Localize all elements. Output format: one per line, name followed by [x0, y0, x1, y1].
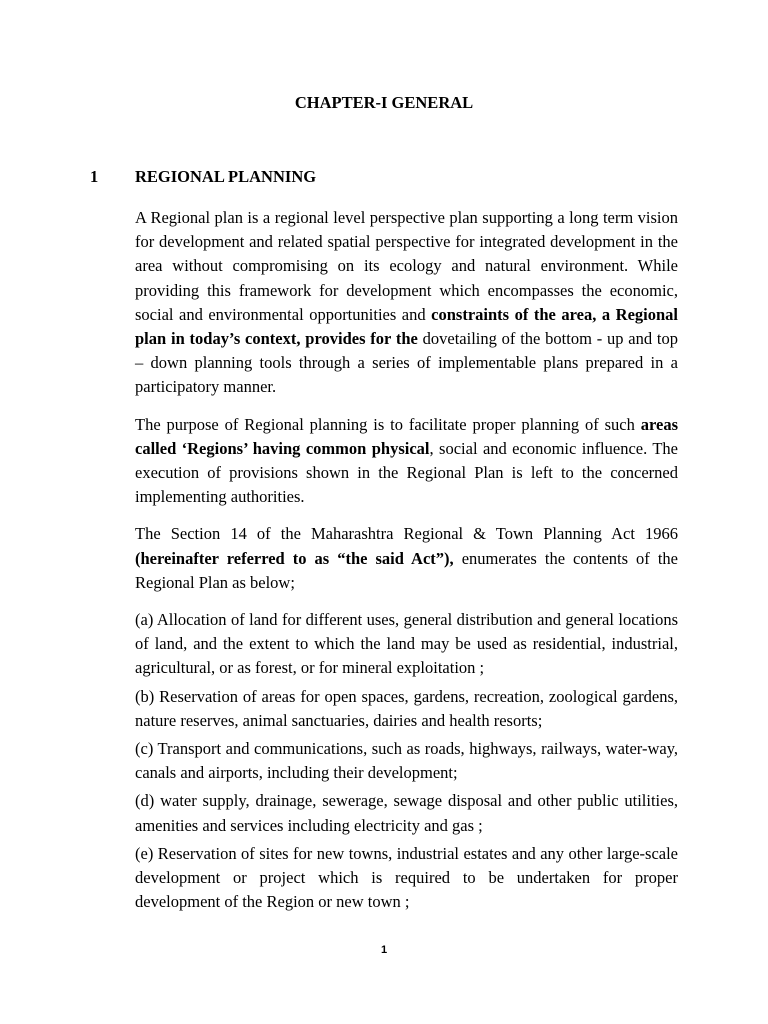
paragraph-text: , social and economic influence. The execution of provisions shown in the Regional Plan is left to the concerned implementing authorities.	[135, 438, 679, 507]
paragraph-text: dovetailing of the bottom - up and top – down planning tools through a series of implementable plans prepared in a participatory manner.	[135, 329, 678, 397]
paragraph-bold-text: constraints of the area, a Regional plan in today’s context, provides for the	[135, 304, 679, 349]
list-item-a: (a) Allocation of land for different uses, general distribution and general locations of land, and the extent to which the land may be used as residential, industrial, agricultural, or as forest, or for mineral exploitation ;	[135, 610, 678, 678]
list-item-e: (e) Reservation of sites for new towns, industrial estates and any other large-scale development or project which is required to be undertaken for proper development of the Region or new town ;	[135, 843, 678, 912]
section-body	[135, 206, 678, 914]
paragraph-section-14	[135, 522, 678, 595]
paragraph-regional-plan	[135, 206, 678, 400]
section-number: 1	[90, 167, 99, 186]
paragraph-text: A Regional plan is a regional level perspective plan supporting a long term vision for development and related spatial perspective for integrated development in the area without compromising on its ecology and natural environment. While providing this framework for development which encompasses the economic, social and environmental opportunities and	[135, 208, 678, 324]
paragraph-text: The Section 14 of the Maharashtra Regional & Town Planning Act 1966	[135, 524, 678, 544]
list-item-d: (d) water supply, drainage, sewerage, sewage disposal and other public utilities, amenities and services including electricity and gas ;	[135, 791, 678, 835]
paragraph-text: The purpose of Regional planning is to facilitate proper planning of such	[135, 414, 641, 434]
paragraph-purpose	[135, 413, 678, 510]
paragraph-text: enumerates the contents of the Regional Plan as below;	[135, 548, 678, 592]
list-item-c: (c) Transport and communications, such as roads, highways, railways, water-way, canals and airports, including their development;	[135, 739, 678, 783]
page-number: 1	[380, 944, 388, 956]
list-item-b: (b) Reservation of areas for open spaces, gardens, recreation, zoological gardens, nature reserves, animal sanctuaries, dairies and health resorts;	[135, 686, 678, 730]
chapter-title: CHAPTER-I GENERAL	[294, 93, 474, 112]
section-heading	[0, 166, 768, 188]
paragraph-bold-text: (hereinafter referred to as “the said Act”),	[135, 548, 454, 568]
paragraph-bold-text: areas called ‘Regions’ having common physical	[135, 414, 678, 458]
section-title: REGIONAL PLANNING	[135, 167, 317, 186]
